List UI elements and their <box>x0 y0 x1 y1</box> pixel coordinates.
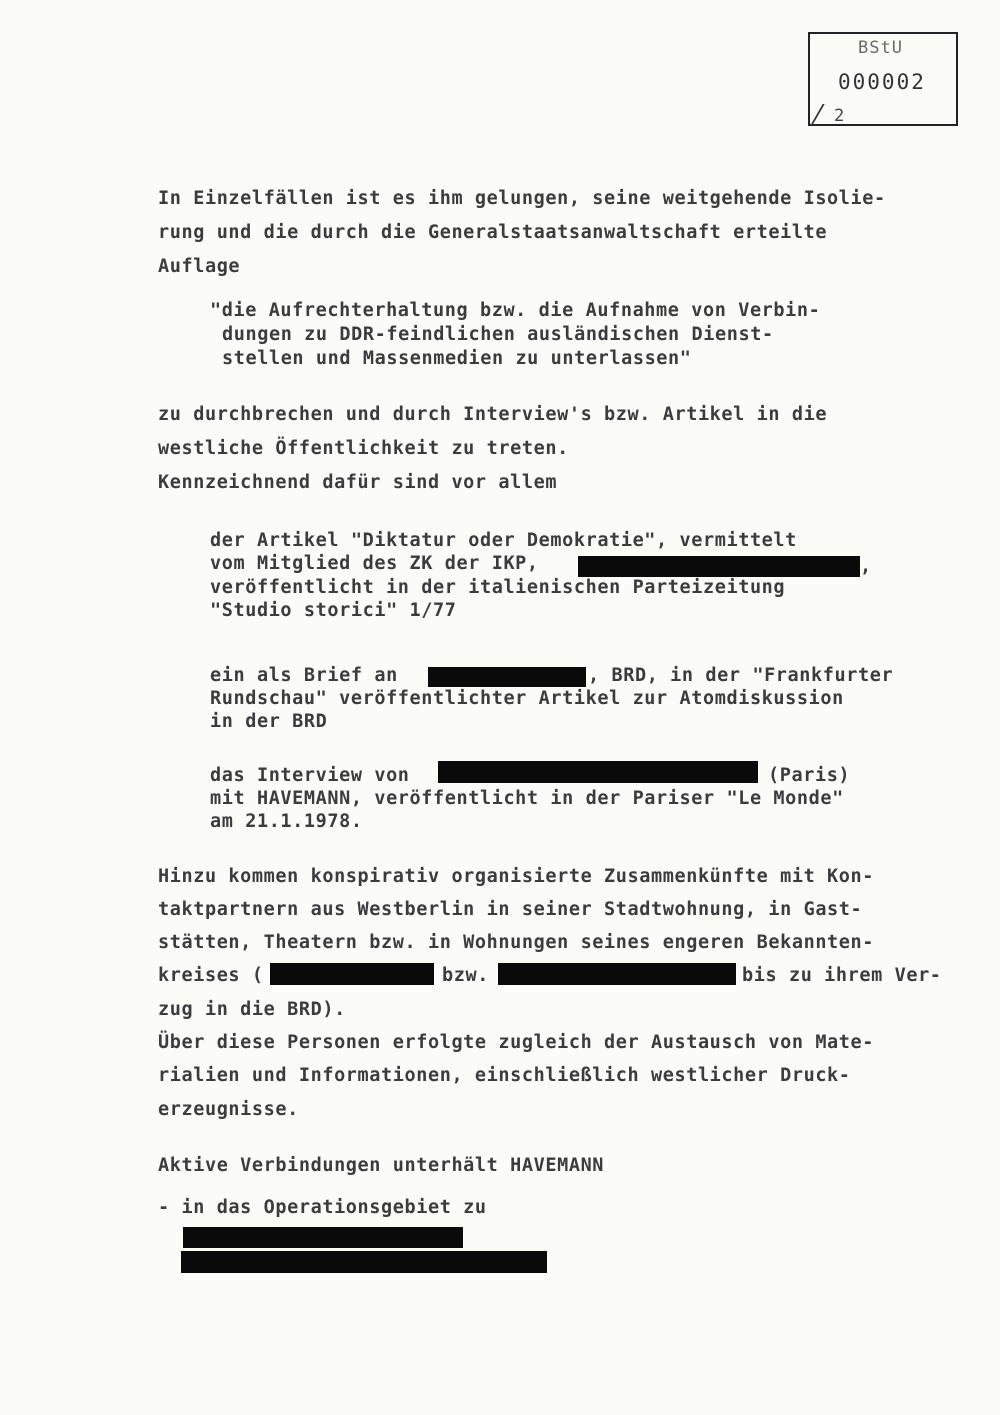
item3-line2: mit HAVEMANN, veröffentlicht in der Pariser "Le Monde" <box>210 788 844 809</box>
paragraph2-line3: Kennzeichnend dafür sind vor allem <box>158 472 558 493</box>
item2-line1: ein als Brief an <box>210 665 398 686</box>
paragraph1-line3: Auflage <box>158 256 241 277</box>
paragraph1-line1: In Einzelfällen ist es ihm gelungen, seine weitgehende Isolie- <box>158 188 886 209</box>
item1-line4: "Studio storici" 1/77 <box>210 600 457 621</box>
redaction-block <box>183 1227 463 1248</box>
paragraph3-line2: taktpartnern aus Westberlin in seiner Stadtwohnung, in Gast- <box>158 899 863 920</box>
stamp-number: 000002 <box>838 70 926 94</box>
paragraph3-line4b: bzw. <box>442 965 489 986</box>
redaction-block <box>270 963 434 985</box>
item1-line1: der Artikel "Diktatur oder Demokratie", vermittelt <box>210 530 797 551</box>
redaction-block <box>438 761 758 783</box>
paragraph3-line5: zug in die BRD). <box>158 999 346 1020</box>
paragraph3-line1: Hinzu kommen konspirativ organisierte Zusammenkünfte mit Kon- <box>158 866 875 887</box>
redaction-block <box>498 963 736 985</box>
stamp-sequence: 2 <box>834 106 845 126</box>
quote-line1: "die Aufrechterhaltung bzw. die Aufnahme von Verbin- <box>210 300 821 321</box>
paragraph3-line4a: kreises ( <box>158 965 264 986</box>
item3-line3: am 21.1.1978. <box>210 811 363 832</box>
paragraph2-line1: zu durchbrechen und durch Interview's bzw. Artikel in die <box>158 404 828 425</box>
item2-line2: Rundschau" veröffentlichter Artikel zur Atomdiskussion <box>210 688 844 709</box>
quote-line3: stellen und Massenmedien zu unterlassen" <box>222 348 692 369</box>
paragraph3-line3: stätten, Theatern bzw. in Wohnungen seines engeren Bekannten- <box>158 932 875 953</box>
paragraph1-line2: rung und die durch die Generalstaatsanwaltschaft erteilte <box>158 222 828 243</box>
paragraph2-line2: westliche Öffentlichkeit zu treten. <box>158 438 569 459</box>
stamp-org: BStU <box>858 38 903 58</box>
item2-line3: in der BRD <box>210 711 328 732</box>
paragraph3-line4c: bis zu ihrem Ver- <box>742 965 942 986</box>
paragraph4-line1: Aktive Verbindungen unterhält HAVEMANN <box>158 1155 605 1176</box>
redaction-block <box>181 1251 547 1273</box>
item3-line1: das Interview von <box>210 765 410 786</box>
paragraph3-line8: erzeugnisse. <box>158 1099 299 1120</box>
item1-line2: vom Mitglied des ZK der IKP, <box>210 553 539 574</box>
item2-line1-cont: , BRD, in der "Frankfurter <box>588 665 894 686</box>
paragraph4-line2: - in das Operationsgebiet zu <box>158 1197 487 1218</box>
redaction-block <box>578 556 860 577</box>
redaction-block <box>428 667 586 687</box>
quote-line2: dungen zu DDR-feindlichen ausländischen Dienst- <box>222 324 774 345</box>
paragraph3-line7: rialien und Informationen, einschließlich westlicher Druck- <box>158 1065 851 1086</box>
archive-stamp <box>808 32 958 126</box>
item1-line3: veröffentlicht in der italienischen Parteizeitung <box>210 577 786 598</box>
item1-line2-comma: , <box>860 556 872 577</box>
item3-line1-cont: (Paris) <box>768 765 851 786</box>
paragraph3-line6: Über diese Personen erfolgte zugleich der Austausch von Mate- <box>158 1032 875 1053</box>
